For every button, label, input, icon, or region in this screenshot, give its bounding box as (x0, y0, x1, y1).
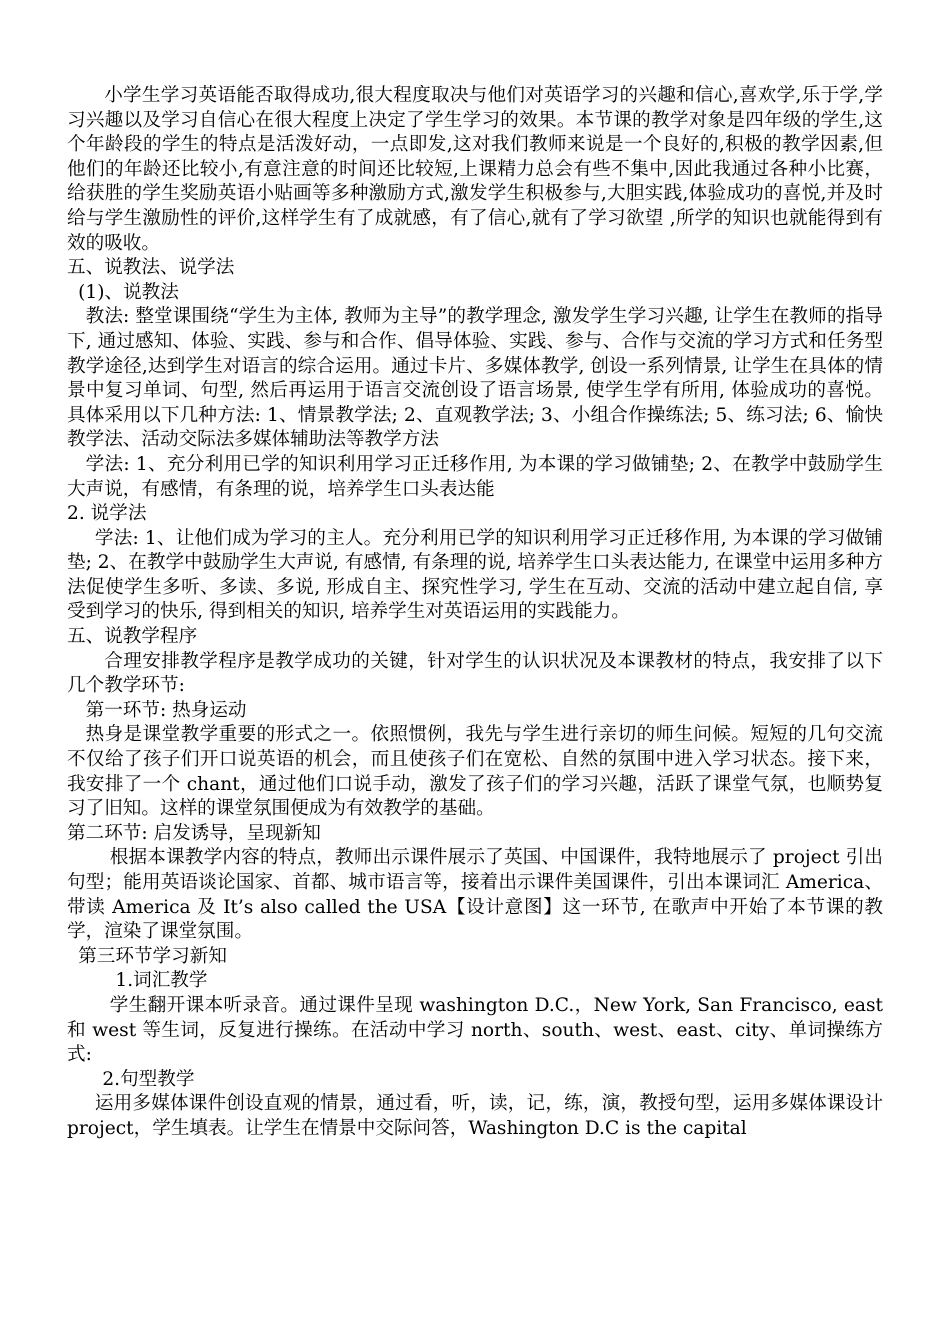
paragraph-stage-2: 根据本课教学内容的特点，教师出示课件展示了英国、中国课件，我特地展示了 project 引出句型；能用英语谈论国家、首都、城市语言等，接着出示课件美国课件，引出本课词汇 America、带读 America 及 It’s also called the USA【设计意图】这一环节, 在歌声中开始了本节课的教学，渲染了课堂氛围。 (67, 847, 883, 943)
heading-stage-2: 第二环节: 启发诱导，呈现新知 (67, 822, 321, 844)
paragraph-learning-method-1: 学法: 1、充分利用已学的知识利用学习正迁移作用, 为本课的学习做铺垫; 2、在教学中鼓励学生大声说，有感情，有条理的说，培养学生口头表达能 (67, 453, 883, 500)
paragraph-teaching-method: 教法: 整堂课围绕“学生为主体, 教师为主导”的教学理念, 激发学生学习兴趣, 让学生在教师的指导下, 通过感知、体验、实践、参与和合作、倡导体验、实践、参与、合作与交流的学习方式和任务型教学途径,达到学生对语言的综合运用。通过卡片、多媒体教学, 创设一系列情景, 让学生在具体的情景中复习单词、句型, 然后再运用于语言交流创设了语言场景, 使学生学有所用, 体验成功的喜悦。具体采用以下几种方法: 1、情景教学法; 2、直观教学法; 3、小组合作操练法; 5、练习法; 6、愉快教学法、活动交际法多媒体辅助法等教学方法 (67, 306, 883, 451)
heading-methods: 五、说教法、说学法 (67, 257, 235, 279)
paragraph-vocabulary: 学生翻开课本听录音。通过课件呈现 washington D.C.，New York, San Francisco, east 和 west 等生词，反复进行操练。在活动中学习 north、south、west、east、city、单词操练方式: (67, 994, 883, 1066)
heading-stage-1: 第一环节: 热身运动 (85, 699, 247, 721)
heading-learning-method: 2. 说学法 (67, 503, 147, 525)
paragraph-intro: 小学生学习英语能否取得成功,很大程度取决与他们对英语学习的兴趣和信心,喜欢学,乐于学,学习兴趣以及学习自信心在很大程度上决定了学生学习的效果。本节课的教学对象是四年级的学生,这个年龄段的学生的特点是活泼好动，一点即发,这对我们教师来说是一个良好的,积极的教学因素,但他们的年龄还比较小,有意注意的时间还比较短,上课精力总会有些不集中,因此我通过各种小比赛，给获胜的学生奖励英语小贴画等多种激励方式,激发学生积极参与,大胆实践,体验成功的喜悦,并及时给与学生激励性的评价,这样学生有了成就感，有了信心,就有了学习欲望 ,所学的知识也就能得到有效的吸收。 (67, 85, 883, 254)
heading-sentence-patterns: 2.句型教学 (102, 1068, 195, 1090)
document-page (67, 84, 883, 1142)
paragraph-sentence-patterns: 运用多媒体课件创设直观的情景，通过看，听，读，记，练，演，教授句型，运用多媒体课设计 project，学生填表。让学生在情景中交际问答，Washington D.C is the capital (67, 1093, 883, 1139)
heading-procedure: 五、说教学程序 (67, 626, 198, 648)
heading-stage-3: 第三环节学习新知 (78, 945, 227, 967)
paragraph-learning-method-2: 学法: 1、让他们成为学习的主人。充分利用已学的知识利用学习正迁移作用, 为本课的学习做铺垫; 2、在教学中鼓励学生大声说, 有感情, 有条理的说, 培养学生口头表达能力, 在课堂中运用多种方法促使学生多听、多读、多说, 形成自主、探究性学习, 学生在互动、交流的活动中建立起自信, 享受到学习的快乐, 得到相关的知识, 培养学生对英语运用的实践能力。 (67, 527, 883, 623)
heading-vocabulary: 1.词汇教学 (115, 970, 208, 992)
paragraph-procedure-intro: 合理安排教学程序是教学成功的关键，针对学生的认识状况及本课教材的特点，我安排了以下几个教学环节: (67, 650, 883, 697)
paragraph-stage-1: 热身是课堂教学重要的形式之一。依照惯例，我先与学生进行亲切的师生问候。短短的几句交流不仅给了孩子们开口说英语的机会，而且使孩子们在宽松、自然的氛围中进入学习状态。接下来，我安排了一个 chant，通过他们口说手动，激发了孩子们的学习兴趣，活跃了课堂气氛，也顺势复习了旧知。这样的课堂氛围便成为有效教学的基础。 (67, 724, 883, 820)
heading-teaching-method: (1)、说教法 (78, 281, 179, 303)
